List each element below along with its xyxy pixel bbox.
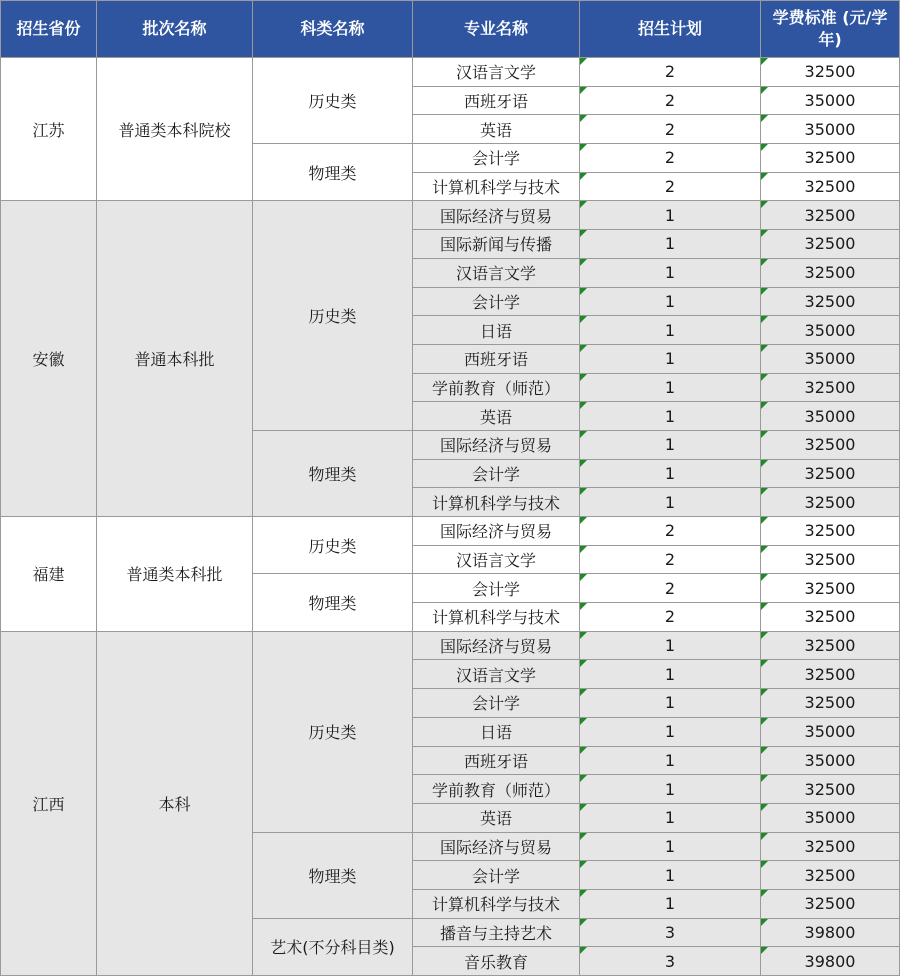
fee-cell: 32500	[761, 832, 900, 861]
plan-cell: 2	[580, 517, 761, 546]
fee-cell: 35000	[761, 344, 900, 373]
major-cell: 计算机科学与技术	[413, 603, 580, 632]
fee-cell: 35000	[761, 115, 900, 144]
plan-cell: 1	[580, 660, 761, 689]
fee-cell: 39800	[761, 918, 900, 947]
table-row	[1, 631, 900, 660]
fee-cell: 32500	[761, 172, 900, 201]
province-cell: 安徽	[1, 201, 97, 517]
fee-cell: 32500	[761, 430, 900, 459]
plan-cell: 1	[580, 803, 761, 832]
plan-cell: 1	[580, 316, 761, 345]
fee-cell: 32500	[761, 58, 900, 87]
category-cell: 历史类	[253, 201, 413, 431]
fee-cell: 32500	[761, 660, 900, 689]
plan-cell: 2	[580, 144, 761, 173]
major-cell: 西班牙语	[413, 86, 580, 115]
table-row	[1, 201, 900, 230]
header-major: 专业名称	[413, 1, 580, 58]
plan-cell: 2	[580, 574, 761, 603]
major-cell: 播音与主持艺术	[413, 918, 580, 947]
header-province: 招生省份	[1, 1, 97, 58]
major-cell: 会计学	[413, 861, 580, 890]
fee-cell: 35000	[761, 717, 900, 746]
major-cell: 日语	[413, 316, 580, 345]
category-cell: 物理类	[253, 144, 413, 201]
major-cell: 会计学	[413, 689, 580, 718]
fee-cell: 32500	[761, 373, 900, 402]
fee-cell: 32500	[761, 517, 900, 546]
batch-cell: 普通类本科批	[97, 517, 253, 632]
major-cell: 国际新闻与传播	[413, 230, 580, 259]
major-cell: 学前教育（师范）	[413, 775, 580, 804]
major-cell: 计算机科学与技术	[413, 488, 580, 517]
province-cell: 江西	[1, 631, 97, 975]
category-cell: 历史类	[253, 517, 413, 574]
plan-cell: 1	[580, 889, 761, 918]
major-cell: 国际经济与贸易	[413, 201, 580, 230]
plan-cell: 1	[580, 717, 761, 746]
major-cell: 英语	[413, 402, 580, 431]
plan-cell: 1	[580, 775, 761, 804]
plan-cell: 3	[580, 918, 761, 947]
fee-cell: 32500	[761, 861, 900, 890]
fee-cell: 32500	[761, 889, 900, 918]
major-cell: 汉语言文学	[413, 258, 580, 287]
major-cell: 会计学	[413, 574, 580, 603]
major-cell: 英语	[413, 803, 580, 832]
plan-cell: 2	[580, 603, 761, 632]
fee-cell: 35000	[761, 86, 900, 115]
plan-cell: 1	[580, 832, 761, 861]
category-cell: 物理类	[253, 574, 413, 631]
fee-cell: 32500	[761, 201, 900, 230]
plan-cell: 2	[580, 86, 761, 115]
major-cell: 西班牙语	[413, 344, 580, 373]
header-fee: 学费标准 (元/学年)	[761, 1, 900, 58]
major-cell: 日语	[413, 717, 580, 746]
plan-cell: 1	[580, 258, 761, 287]
plan-cell: 1	[580, 201, 761, 230]
province-cell: 福建	[1, 517, 97, 632]
plan-cell: 1	[580, 746, 761, 775]
fee-cell: 35000	[761, 402, 900, 431]
plan-cell: 1	[580, 287, 761, 316]
plan-cell: 1	[580, 230, 761, 259]
fee-cell: 32500	[761, 574, 900, 603]
major-cell: 汉语言文学	[413, 660, 580, 689]
plan-cell: 1	[580, 402, 761, 431]
fee-cell: 39800	[761, 947, 900, 976]
major-cell: 英语	[413, 115, 580, 144]
category-cell: 艺术(不分科目类)	[253, 918, 413, 975]
batch-cell: 普通类本科院校	[97, 58, 253, 201]
category-cell: 历史类	[253, 631, 413, 832]
plan-cell: 1	[580, 488, 761, 517]
fee-cell: 32500	[761, 287, 900, 316]
major-cell: 计算机科学与技术	[413, 172, 580, 201]
plan-cell: 2	[580, 115, 761, 144]
major-cell: 国际经济与贸易	[413, 430, 580, 459]
plan-cell: 1	[580, 344, 761, 373]
fee-cell: 32500	[761, 144, 900, 173]
header-plan: 招生计划	[580, 1, 761, 58]
header-row	[1, 1, 900, 58]
plan-cell: 1	[580, 430, 761, 459]
plan-cell: 1	[580, 459, 761, 488]
category-cell: 历史类	[253, 58, 413, 144]
table-row	[1, 58, 900, 87]
major-cell: 音乐教育	[413, 947, 580, 976]
fee-cell: 32500	[761, 631, 900, 660]
header-category: 科类名称	[253, 1, 413, 58]
batch-cell: 普通本科批	[97, 201, 253, 517]
major-cell: 国际经济与贸易	[413, 631, 580, 660]
fee-cell: 32500	[761, 258, 900, 287]
fee-cell: 35000	[761, 316, 900, 345]
table-header	[1, 1, 900, 58]
plan-cell: 3	[580, 947, 761, 976]
table-row	[1, 517, 900, 546]
major-cell: 学前教育（师范）	[413, 373, 580, 402]
plan-cell: 2	[580, 545, 761, 574]
plan-cell: 2	[580, 58, 761, 87]
fee-cell: 32500	[761, 603, 900, 632]
fee-cell: 32500	[761, 459, 900, 488]
plan-cell: 1	[580, 631, 761, 660]
plan-cell: 2	[580, 172, 761, 201]
header-batch: 批次名称	[97, 1, 253, 58]
fee-cell: 32500	[761, 488, 900, 517]
table-body	[1, 58, 900, 976]
fee-cell: 32500	[761, 545, 900, 574]
fee-cell: 32500	[761, 775, 900, 804]
category-cell: 物理类	[253, 832, 413, 918]
fee-cell: 35000	[761, 746, 900, 775]
major-cell: 会计学	[413, 144, 580, 173]
major-cell: 会计学	[413, 287, 580, 316]
plan-cell: 1	[580, 861, 761, 890]
fee-cell: 32500	[761, 230, 900, 259]
fee-cell: 32500	[761, 689, 900, 718]
major-cell: 国际经济与贸易	[413, 832, 580, 861]
fee-cell: 35000	[761, 803, 900, 832]
major-cell: 国际经济与贸易	[413, 517, 580, 546]
plan-cell: 1	[580, 373, 761, 402]
batch-cell: 本科	[97, 631, 253, 975]
category-cell: 物理类	[253, 430, 413, 516]
plan-cell: 1	[580, 689, 761, 718]
major-cell: 西班牙语	[413, 746, 580, 775]
province-cell: 江苏	[1, 58, 97, 201]
major-cell: 汉语言文学	[413, 58, 580, 87]
major-cell: 汉语言文学	[413, 545, 580, 574]
major-cell: 会计学	[413, 459, 580, 488]
major-cell: 计算机科学与技术	[413, 889, 580, 918]
